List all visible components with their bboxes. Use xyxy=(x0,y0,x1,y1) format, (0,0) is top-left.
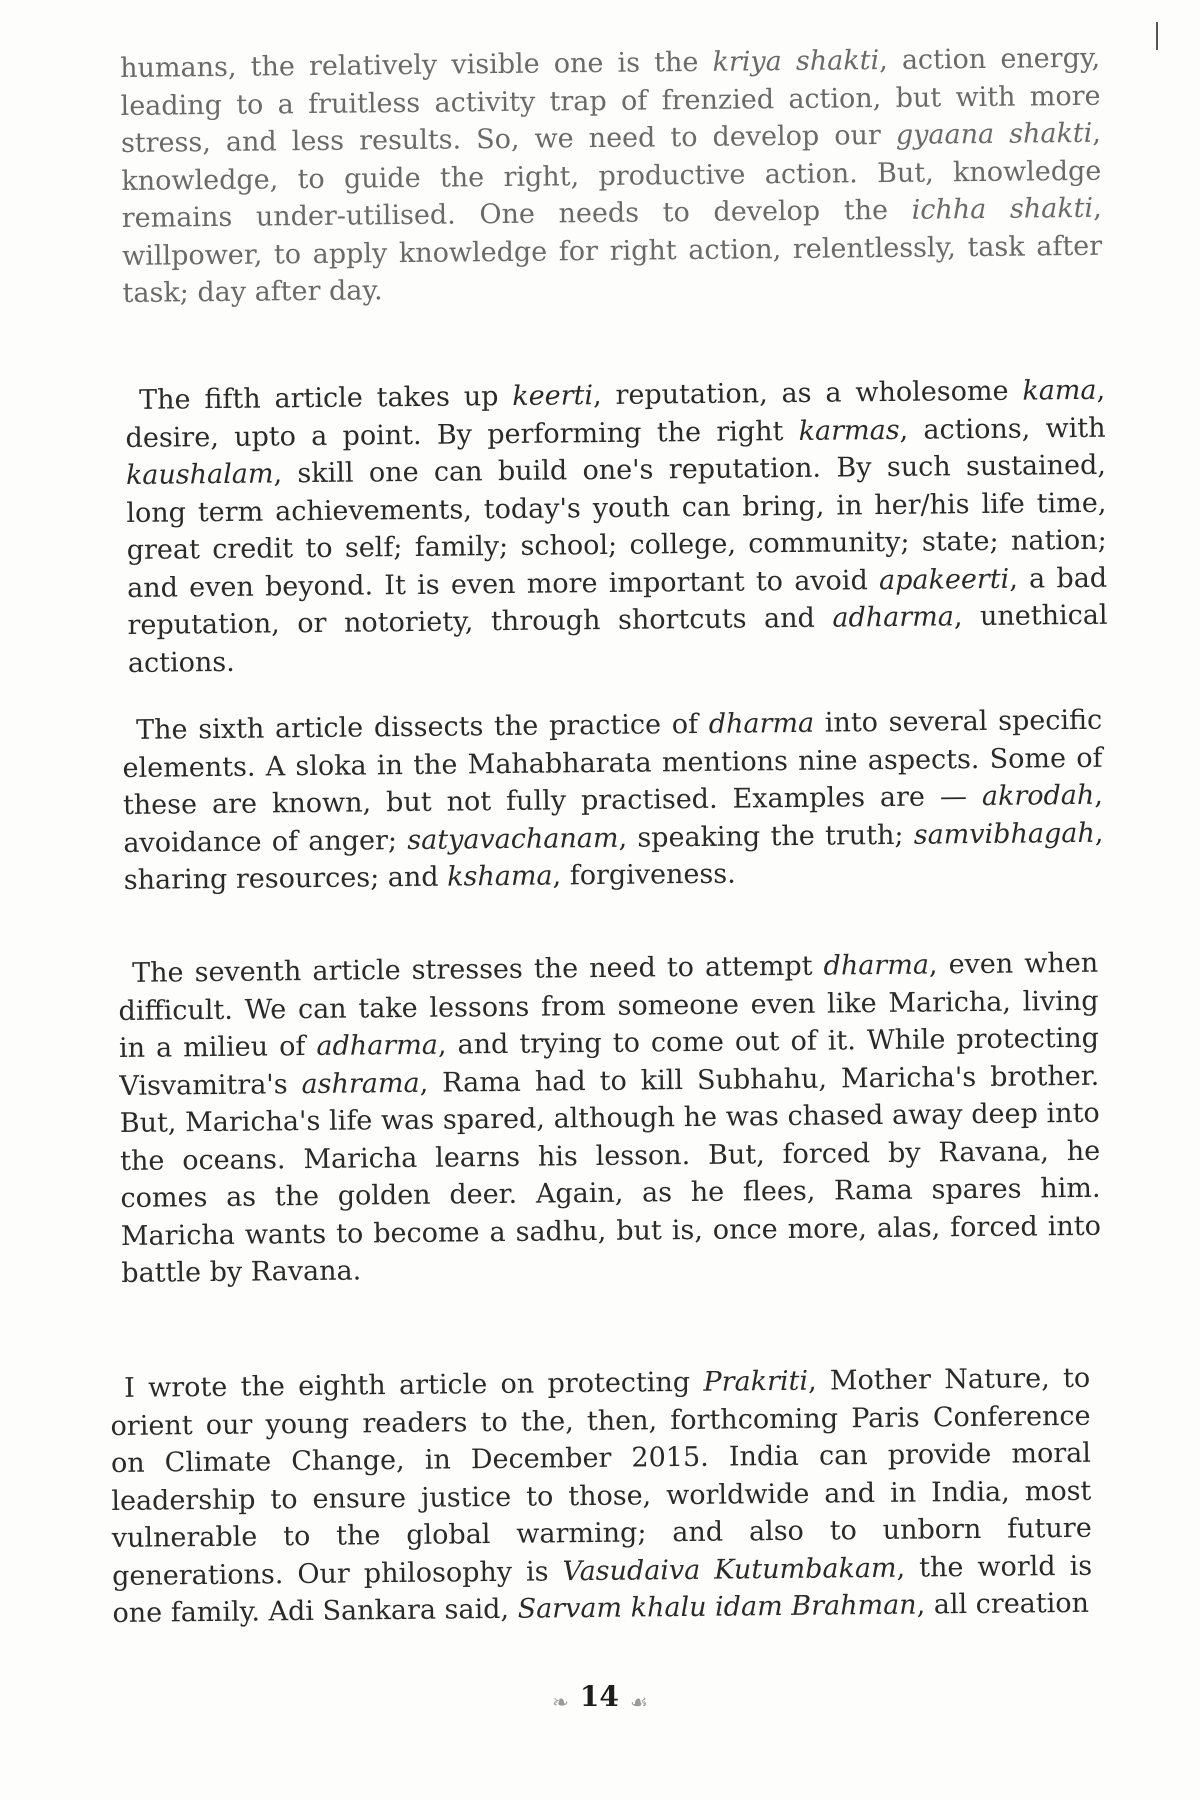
text-run: I wrote the eighth article on protecting xyxy=(124,1366,704,1404)
italic-term: satyavachanam xyxy=(407,822,619,856)
text-run: , Mother Nature, to orient our young readers to the, then, forthcoming Paris Conference on Climate Change, in December 2015. India can provide moral leadership to ensure justice to those, worldwide and in India, most vulnerable to the global warming; and also to unborn future generations. Our philosophy is xyxy=(110,1362,1092,1592)
text-run: , desire, upto a point. By performing the right xyxy=(125,374,1106,454)
italic-term: Sarvam khalu idam Brahman xyxy=(517,1589,917,1625)
paragraph-fifth-article xyxy=(125,372,1108,682)
paragraph-kriya-shakti xyxy=(120,40,1103,313)
page-edge-mark xyxy=(1156,22,1158,50)
paragraph-text xyxy=(110,1360,1093,1633)
italic-term: kriya shakti xyxy=(712,45,880,78)
ornament-left-icon: ❧ xyxy=(552,1689,569,1714)
paragraph-text xyxy=(120,40,1103,313)
italic-term: dharma xyxy=(823,949,930,982)
text-run: , a bad reputation, or notoriety, through shortcuts and xyxy=(127,562,1108,641)
italic-term: kshama xyxy=(447,860,553,893)
text-run: The sixth article dissects the practice of xyxy=(136,708,709,746)
italic-term: gyaana shakti xyxy=(895,117,1093,151)
text-run: humans, the relatively visible one is the xyxy=(120,46,713,84)
italic-term: ichha shakti xyxy=(911,192,1094,226)
italic-term: kaushalam xyxy=(125,458,274,491)
text-run: , action energy, leading to a fruitless activity trap of frenzied action, but with more stress, and less results. So, we need to develop our xyxy=(120,42,1101,159)
italic-term: kama xyxy=(1022,374,1097,407)
italic-term: karmas xyxy=(798,414,900,447)
italic-term: samvibhagah xyxy=(913,817,1095,851)
text-run: , all creation xyxy=(916,1587,1090,1621)
italic-term: adharma xyxy=(832,601,955,634)
text-run: , unethical actions. xyxy=(127,599,1108,679)
paragraph-text xyxy=(118,945,1101,1293)
paragraph-sixth-article xyxy=(122,702,1104,900)
italic-term: Prakriti xyxy=(703,1365,809,1398)
text-run: , avoidance of anger; xyxy=(123,779,1104,859)
text-run: , reputation, as a wholesome xyxy=(592,375,1023,412)
paragraph-text xyxy=(122,702,1104,900)
text-run: , even when difficult. We can take lessons from someone even like Maricha, living in a milieu of xyxy=(118,947,1099,1064)
italic-term: adharma xyxy=(316,1029,439,1062)
text-run: into several specific elements. A sloka in the Mahabharata mentions nine aspects. Some of these are known, but not fully practised. Examples are — xyxy=(122,704,1103,821)
ornament-right-icon: ☙ xyxy=(629,1689,648,1714)
paragraph-eighth-article xyxy=(110,1360,1093,1633)
italic-term: ashrama xyxy=(301,1067,420,1100)
italic-term: keerti xyxy=(512,380,594,412)
text-run: , Rama had to kill Subhahu, Maricha's brother. But, Maricha's life was spared, although he was chased away deep into the oceans. Maricha learns his lesson. But, forced by Ravana, he comes as the golden deer. Again, as he flees, Rama spares him. Maricha wants to become a sadhu, but is, once more, alas, forced into battle by Ravana. xyxy=(119,1060,1102,1289)
paragraph-text xyxy=(125,372,1108,682)
text-run: , actions, with xyxy=(899,412,1106,446)
text-run: , sharing resources; and xyxy=(123,817,1104,896)
text-run: , willpower, to apply knowledge for right action, relentlessly, task after task; day after day. xyxy=(121,192,1103,309)
page-footer xyxy=(0,1680,1200,1714)
italic-term: akrodah xyxy=(981,779,1095,812)
page-number: 14 xyxy=(579,1680,619,1713)
text-run: , the world is one family. Adi Sankara said, xyxy=(112,1550,1093,1629)
italic-term: apakeerti xyxy=(878,563,1010,596)
italic-term: dharma xyxy=(708,707,815,740)
text-run: , forgiveness. xyxy=(552,858,736,892)
text-run: , speaking the truth; xyxy=(618,819,914,854)
text-run: , knowledge, to guide the right, productive action. But, knowledge remains under-utilised. One needs to develop the xyxy=(121,117,1102,234)
italic-term: Vasudaiva Kutumbakam xyxy=(562,1552,897,1587)
text-run: , and trying to come out of it. While protecting Visvamitra's xyxy=(119,1022,1100,1102)
text-run: The fifth article takes up xyxy=(139,380,513,416)
text-run: , skill one can build one's reputation. By such sustained, long term achievements, today's youth can bring, in her/his life time, great credit to self; family; school; college, community; state; nation; and even beyond. It is even more important to avoid xyxy=(126,449,1107,604)
text-run: The seventh article stresses the need to attempt xyxy=(132,950,824,989)
paragraph-seventh-article xyxy=(118,945,1101,1293)
